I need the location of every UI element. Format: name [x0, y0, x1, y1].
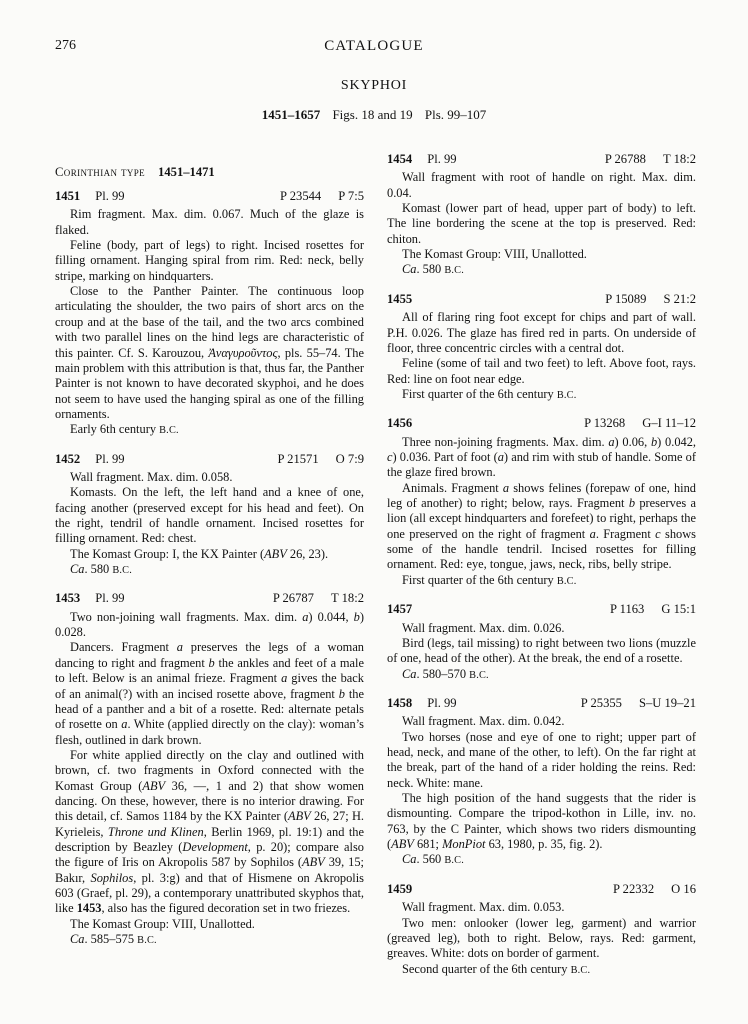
entry-header	[55, 452, 364, 467]
entry-paragraph: Wall fragment. Max. dim. 0.042.	[402, 714, 565, 729]
entry-paragraph: Ca. 585–575 B.C.	[70, 932, 157, 946]
entry-inventory-number: P 23544	[280, 189, 322, 203]
entry-grid-reference: G 15:1	[661, 602, 696, 617]
entry-header	[387, 882, 696, 897]
entry-paragraph: The Komast Group: I, the KX Painter (ABV 26, 23).	[70, 546, 329, 561]
entry-grid-reference: T 18:2	[662, 152, 696, 166]
catalogue-entry	[55, 591, 364, 948]
entry-references	[584, 416, 696, 431]
text-columns	[0, 152, 748, 978]
type-heading-label: Corinthian type	[55, 165, 146, 179]
entry-paragraph: Feline (some of tail and two feet) to left. Above foot, rays. Red: line on foot near edge.	[387, 356, 696, 386]
entry-body	[387, 310, 696, 403]
entry-paragraph: Ca. 580 B.C.	[402, 262, 465, 277]
range-figures: Figs. 18 and 19	[332, 107, 413, 122]
entry-number: 1451	[55, 189, 81, 203]
entry-header	[387, 152, 696, 167]
entry-body	[387, 621, 696, 683]
entry-paragraph: The Komast Group: VIII, Unallotted.	[70, 916, 255, 931]
entry-paragraph: Feline (body, part of legs) to right. Incised rosettes for filling ornament. Hanging spiral from rim. Red: neck, belly stripe, marking on hindquarters.	[55, 238, 364, 283]
entry-grid-reference: P 7:5	[338, 189, 364, 203]
left-column-entries	[55, 189, 364, 948]
entry-plate-ref: Pl. 99	[427, 152, 457, 166]
entry-inventory-number: P 26787	[272, 591, 314, 606]
entry-paragraph: For white applied directly on the clay and outlined with brown, cf. two fragments in Oxford connected with the Komast Group (ABV 36, —, 1 and 2) that show women dancing. On these, however, there is no interior drawing. For this detail, cf. Samos 1184 by the KX Painter (ABV 26, 27; H. Kyrieleis, Throne und Klinen, Berlin 1969, pl. 19:1) and the description by Beazley (Development, p. 20); compare also the figure of Iris on Akropolis 587 by Sophilos (ABV 39, 15; Bakır, Sophilos, pl. 3:g) and that of Hismene on Akropolis 603 (Graef, pl. 29), a contemporary unattributed skyphos that, like 1453, also has the figured decoration set in two friezes.	[55, 747, 364, 916]
entry-body	[387, 170, 696, 278]
entry-grid-reference: O 7:9	[335, 451, 364, 466]
entry-header	[55, 189, 364, 204]
entry-paragraph: Ca. 580 B.C.	[70, 562, 133, 577]
entry-paragraph: Dancers. Fragment a preserves the legs of a woman dancing to right and fragment b the ankles and feet of a male to left. Below is an animal frieze. Fragment a gives the back of an animal(?) with an incised rosette above, fragment b the head of a panther and a bit of a rosette. Red: alternate petals of rosette on a. White (applied directly on the clay): woman’s flesh, outlined in dark brown.	[55, 640, 365, 747]
running-head	[0, 0, 748, 58]
entry-paragraph: Close to the Panther Painter. The continuous loop articulating the shoulder, the two pairs of short arcs on the croup and at the base of the tail, and the two arcs combined with two parallel lines on the hind legs are characteristic of this painter. Cf. S. Karouzou, Ἀναγυροῦντος, pls. 55–74. The main problem with this attribution is that, thus far, the Panther Painter is not known to have decorated skyphoi, and he does not seem to have used the hanging spiral as one of the filling ornaments.	[55, 284, 364, 421]
type-heading	[55, 165, 364, 180]
entry-paragraph: All of flaring ring foot except for chips and part of wall. P.H. 0.026. The glaze has fired red in parts. On underside of floor, three concentric circles with a central dot.	[387, 310, 696, 355]
entry-grid-reference: S–U 19–21	[638, 695, 696, 710]
entry-paragraph: Two non-joining wall fragments. Max. dim. a) 0.044, b) 0.028.	[55, 609, 364, 640]
entry-body	[387, 435, 696, 589]
catalogue-entry	[387, 882, 696, 978]
entry-header	[55, 591, 364, 606]
entry-body	[387, 714, 696, 868]
entry-header	[387, 416, 696, 431]
entry-paragraph: Early 6th century B.C.	[70, 422, 179, 437]
entry-number: 1453	[55, 591, 81, 606]
entry-grid-reference: O 16	[671, 881, 696, 896]
entry-plate-ref: Pl. 99	[95, 451, 125, 466]
entry-references	[605, 292, 696, 307]
catalogue-entry	[55, 452, 364, 579]
page-number: 276	[55, 38, 76, 53]
entry-references	[273, 591, 364, 606]
entry-header	[387, 602, 696, 617]
section-range-line	[0, 107, 748, 123]
right-column	[387, 152, 696, 978]
entry-paragraph: Two men: onlooker (lower leg, garment) and warrior (greaved leg), both to right. Below, rays. Red: garment, greaves. White: dots on border of garment.	[387, 915, 696, 961]
entry-references	[613, 882, 696, 897]
entry-plate-ref: Pl. 99	[95, 591, 125, 606]
entry-paragraph: Ca. 580–570 B.C.	[402, 666, 489, 681]
entry-inventory-number: P 15089	[605, 291, 647, 306]
entry-number: 1459	[387, 881, 413, 896]
entry-body	[55, 207, 364, 438]
entry-paragraph: Wall fragment with root of handle on right. Max. dim. 0.04.	[387, 170, 696, 200]
entry-paragraph: Rim fragment. Max. dim. 0.067. Much of the glaze is flaked.	[55, 207, 364, 237]
entry-number: 1458	[387, 695, 413, 710]
entry-references	[605, 152, 696, 167]
entry-plate-ref: Pl. 99	[95, 189, 125, 203]
entry-paragraph: First quarter of the 6th century B.C.	[402, 572, 577, 587]
catalogue-entry	[387, 292, 696, 403]
range-numbers: 1451–1657	[261, 107, 321, 122]
entry-inventory-number: P 21571	[277, 451, 319, 466]
entry-number: 1456	[387, 416, 413, 431]
entry-paragraph: First quarter of the 6th century B.C.	[402, 386, 577, 401]
entry-paragraph: Animals. Fragment a shows felines (forepaw of one, hind leg of another) to right; below, rays. Fragment b preserves a lion (all except hindquarters and forefeet) to right, perhaps the one preserved on the right of fragment a. Fragment c shows some of the handle tendril. Incised rosettes for filling ornament. Red: eye, tongue, jaws, neck, ribs, belly stripe.	[387, 480, 696, 572]
catalogue-entry	[55, 189, 364, 439]
catalogue-entry	[387, 416, 696, 589]
entry-inventory-number: P 22332	[612, 881, 655, 896]
entry-paragraph: Wall fragment. Max. dim. 0.058.	[70, 469, 233, 484]
entry-references	[280, 189, 364, 204]
entry-inventory-number: P 1163	[609, 602, 645, 617]
entry-number: 1455	[387, 291, 413, 306]
entry-inventory-number: P 26788	[604, 152, 646, 166]
catalogue-entry	[387, 696, 696, 869]
entry-grid-reference: T 18:2	[330, 591, 364, 606]
entry-body	[55, 610, 364, 949]
entry-number: 1457	[387, 602, 413, 617]
running-title: CATALOGUE	[324, 38, 424, 54]
entry-paragraph: Bird (legs, tail missing) to right between two lions (muzzle of one, head of the other). At the break, the end of a rosette.	[387, 635, 696, 666]
entry-paragraph: Three non-joining fragments. Max. dim. a) 0.06, b) 0.042, c) 0.036. Part of foot (a) and rim with stub of handle. Some of the glaze fired brown.	[387, 434, 696, 480]
entry-grid-reference: S 21:2	[663, 291, 696, 306]
entry-number: 1452	[55, 451, 81, 466]
entry-paragraph: Second quarter of the 6th century B.C.	[402, 961, 591, 976]
entry-header	[387, 292, 696, 307]
catalogue-entry	[387, 152, 696, 279]
entry-body	[55, 470, 364, 578]
entry-paragraph: Komasts. On the left, the left hand and a knee of one, facing another (preserved except for his head and feet). On the right, tendril of handle ornament. Incised rosettes for filling ornament. Red: chest.	[55, 485, 364, 546]
entry-references	[581, 696, 696, 711]
entry-paragraph: Two horses (nose and eye of one to right; upper part of head, neck, and mane of the other, to left). On the far right at the break, part of the hand of a rider holding the reins. Red: neck. White: mane.	[387, 729, 696, 790]
entry-header	[387, 696, 696, 711]
entry-paragraph: Komast (lower part of head, upper part of body) to left. The line bordering the scene at the top is preserved. Red: chiton.	[387, 201, 696, 246]
entry-paragraph: The high position of the hand suggests that the rider is dismounting. Compare the tripod-kothon in Lille, inv. no. 763, by the C Painter, which shows two riders dismounting (ABV 681; MonPiot 63, 1980, p. 35, fig. 2).	[387, 791, 696, 852]
type-heading-range: 1451–1471	[158, 165, 215, 179]
entry-paragraph: The Komast Group: VIII, Unallotted.	[402, 247, 587, 262]
entry-paragraph: Wall fragment. Max. dim. 0.053.	[402, 900, 565, 915]
entry-inventory-number: P 13268	[584, 416, 626, 431]
entry-paragraph: Ca. 560 B.C.	[402, 852, 465, 867]
entry-number: 1454	[387, 152, 413, 166]
range-plates: Pls. 99–107	[424, 107, 487, 122]
entry-grid-reference: G–I 11–12	[642, 416, 696, 431]
entry-body	[387, 900, 696, 978]
entry-references	[277, 452, 364, 467]
left-column	[55, 152, 364, 978]
entry-plate-ref: Pl. 99	[427, 695, 457, 710]
entry-paragraph: Wall fragment. Max. dim. 0.026.	[402, 620, 565, 635]
section-title: SKYPHOI	[340, 78, 408, 93]
right-column-entries	[387, 152, 696, 978]
entry-inventory-number: P 25355	[580, 695, 622, 710]
catalogue-entry	[387, 602, 696, 683]
entry-references	[610, 602, 696, 617]
